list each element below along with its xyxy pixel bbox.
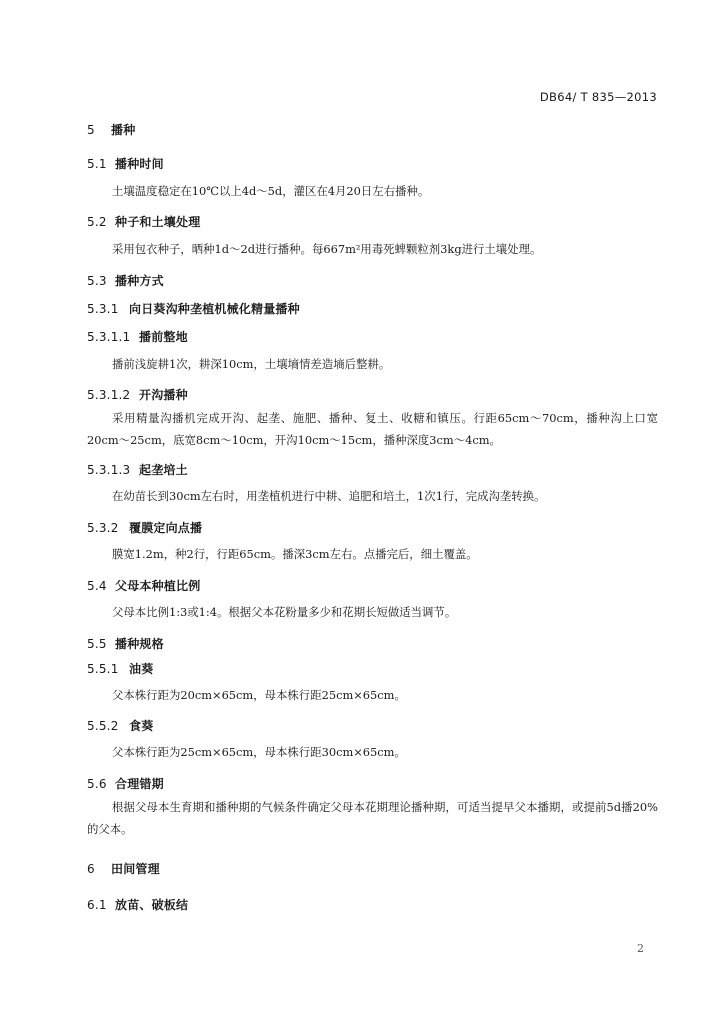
section-title: 开沟播种 — [139, 388, 188, 402]
section-title: 向日葵沟种垄植机械化精量播种 — [129, 302, 300, 316]
section-number: 5.5.2 — [87, 719, 119, 733]
paragraph: 播前浅旋耕1次，耕深10cm，土壤墒情差造墒后整耕。 — [112, 357, 391, 371]
section-heading — [87, 461, 658, 478]
section-heading — [87, 577, 658, 594]
section-heading — [87, 300, 658, 317]
paragraph: 在幼苗长到30cm左右时，用垄植机进行中耕、追肥和培土，1次1行，完成沟垄转换。 — [112, 489, 546, 503]
paragraph: 根据父母本生育期和播种期的气候条件确定父母本花期理论播种期，可适当提早父本播期，或提前5d播20%的父本。 — [87, 800, 658, 836]
section-title: 起垄培土 — [139, 463, 188, 477]
section-title: 种子和土壤处理 — [115, 215, 201, 229]
paragraph: 采用精量沟播机完成开沟、起垄、施肥、播种、复土、收糖和镇压。行距65cm～70cm，播种沟上口宽20cm～25cm，底宽8cm～10cm，开沟10cm～15cm，播种深度3cm～4cm。 — [87, 411, 658, 447]
section-title: 播种 — [111, 123, 136, 137]
section-heading — [87, 717, 658, 734]
section-heading — [87, 121, 658, 138]
section-number: 5.3.1.2 — [87, 388, 131, 402]
section-title: 食葵 — [129, 719, 154, 733]
section-heading — [87, 155, 658, 172]
paragraph: 土壤温度稳定在10℃以上4d～5d，灌区在4月20日左右播种。 — [112, 184, 430, 198]
paragraph: 采用包衣种子，晒种1d～2d进行播种。每667m²用毒死蜱颗粒剂3kg进行土壤处理。 — [112, 242, 542, 256]
section-number: 5.3.2 — [87, 521, 119, 535]
section-heading — [87, 860, 658, 877]
section-number: 5.2 — [87, 215, 107, 229]
page-number: 2 — [637, 942, 644, 955]
paragraph: 膜宽1.2m，种2行，行距65cm。播深3cm左右。点播完后，细土覆盖。 — [112, 547, 478, 561]
section-title: 田间管理 — [111, 862, 160, 876]
section-heading — [87, 272, 658, 289]
section-heading — [87, 635, 658, 652]
section-title: 播种时间 — [115, 157, 164, 171]
section-heading — [87, 519, 658, 536]
paragraph: 父母本比例1:3或1:4。根据父本花粉量多少和花期长短做适当调节。 — [112, 605, 457, 619]
section-number: 5.6 — [87, 777, 107, 791]
paragraph: 父本株行距为20cm×65cm，母本株行距25cm×65cm。 — [112, 688, 406, 702]
section-heading — [87, 328, 658, 345]
section-number: 6 — [87, 862, 95, 876]
section-title: 覆膜定向点播 — [129, 521, 203, 535]
section-number: 5.3.1.1 — [87, 330, 131, 344]
section-number: 5.5.1 — [87, 662, 119, 676]
section-title: 播种方式 — [115, 274, 164, 288]
section-number: 5.5 — [87, 637, 107, 651]
section-heading — [87, 660, 658, 677]
section-number: 5.1 — [87, 157, 107, 171]
section-number: 5 — [87, 123, 95, 137]
section-heading — [87, 386, 658, 403]
section-number: 5.3.1.3 — [87, 463, 131, 477]
section-title: 合理错期 — [115, 777, 164, 791]
section-heading — [87, 896, 658, 913]
paragraph: 父本株行距为25cm×65cm，母本株行距30cm×65cm。 — [112, 745, 406, 759]
section-title: 播种规格 — [115, 637, 164, 651]
section-title: 播前整地 — [139, 330, 188, 344]
section-title: 放苗、破板结 — [115, 898, 189, 912]
section-heading — [87, 213, 658, 230]
section-title: 油葵 — [129, 662, 154, 676]
document-code: DB64/ T 835—2013 — [539, 90, 657, 104]
section-number: 5.4 — [87, 579, 107, 593]
section-heading — [87, 775, 658, 792]
section-number: 6.1 — [87, 898, 107, 912]
section-number: 5.3 — [87, 274, 107, 288]
section-number: 5.3.1 — [87, 302, 119, 316]
section-title: 父母本种植比例 — [115, 579, 201, 593]
